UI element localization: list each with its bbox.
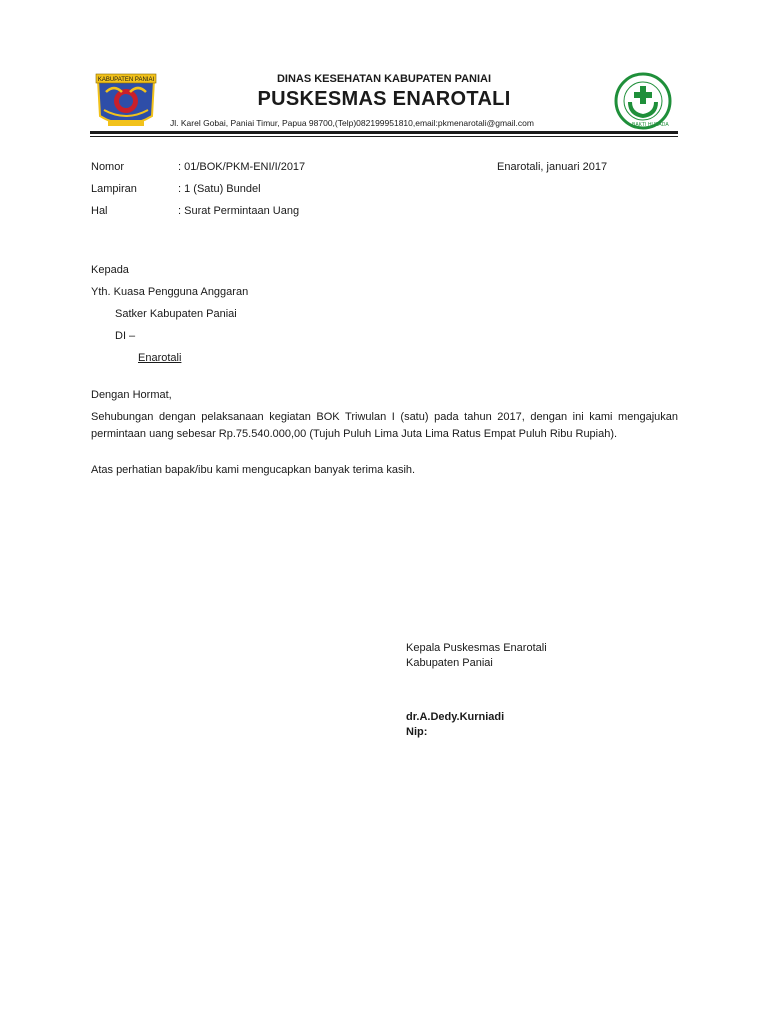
letter-date: Enarotali, januari 2017: [497, 161, 608, 173]
body-paragraph: Sehubungan dengan pelaksanaan kegiatan BOK Triwulan I (satu) pada tahun 2017, dengan ini kami mengajukan permintaan uang sebesar Rp.75.540.000,00 (Tujuh Puluh Lima Juta Lima Ratus Empat Puluh Ribu Rupiah).: [91, 411, 678, 440]
recipient-kepada: Kepada: [91, 264, 129, 276]
signatory-name: dr.A.Dedy.Kurniadi: [406, 711, 505, 723]
letterhead-divider-thick: [90, 131, 678, 134]
institution-name: PUSKESMAS ENAROTALI: [257, 88, 511, 110]
agency-name: DINAS KESEHATAN KABUPATEN PANIAI: [276, 73, 492, 85]
hal-label: Hal: [91, 205, 108, 217]
hal-value: : Surat Permintaan Uang: [178, 205, 300, 217]
recipient-line-4: Enarotali: [138, 352, 182, 364]
signatory-nip: Nip:: [406, 726, 428, 738]
nomor-label: Nomor: [91, 161, 125, 173]
recipient-line-1: Yth. Kuasa Pengguna Anggaran: [91, 286, 249, 298]
left-logo-banner-text: KABUPATEN PANIAI: [97, 77, 155, 83]
recipient-line-3: DI –: [115, 330, 136, 342]
letterhead-divider-thin: [90, 136, 678, 137]
lampiran-label: Lampiran: [91, 183, 137, 195]
right-logo-ring-text: BAKTI HUSADA: [632, 122, 669, 128]
signature-title-line-1: Kepala Puskesmas Enarotali: [406, 642, 547, 654]
recipient-line-2: Satker Kabupaten Paniai: [115, 308, 237, 320]
nomor-value: : 01/BOK/PKM-ENI/I/2017: [178, 161, 306, 173]
greeting: Dengan Hormat,: [91, 389, 172, 401]
signature-title-line-2: Kabupaten Paniai: [406, 657, 493, 669]
closing-sentence: Atas perhatian bapak/ibu kami mengucapkan banyak terima kasih.: [91, 464, 416, 476]
lampiran-value: : 1 (Satu) Bundel: [178, 183, 261, 195]
institution-address: Jl. Karel Gobai, Paniai Timur, Papua 98700,(Telp)082199951810,email:pkmenarotali@gmail.com: [170, 118, 534, 128]
